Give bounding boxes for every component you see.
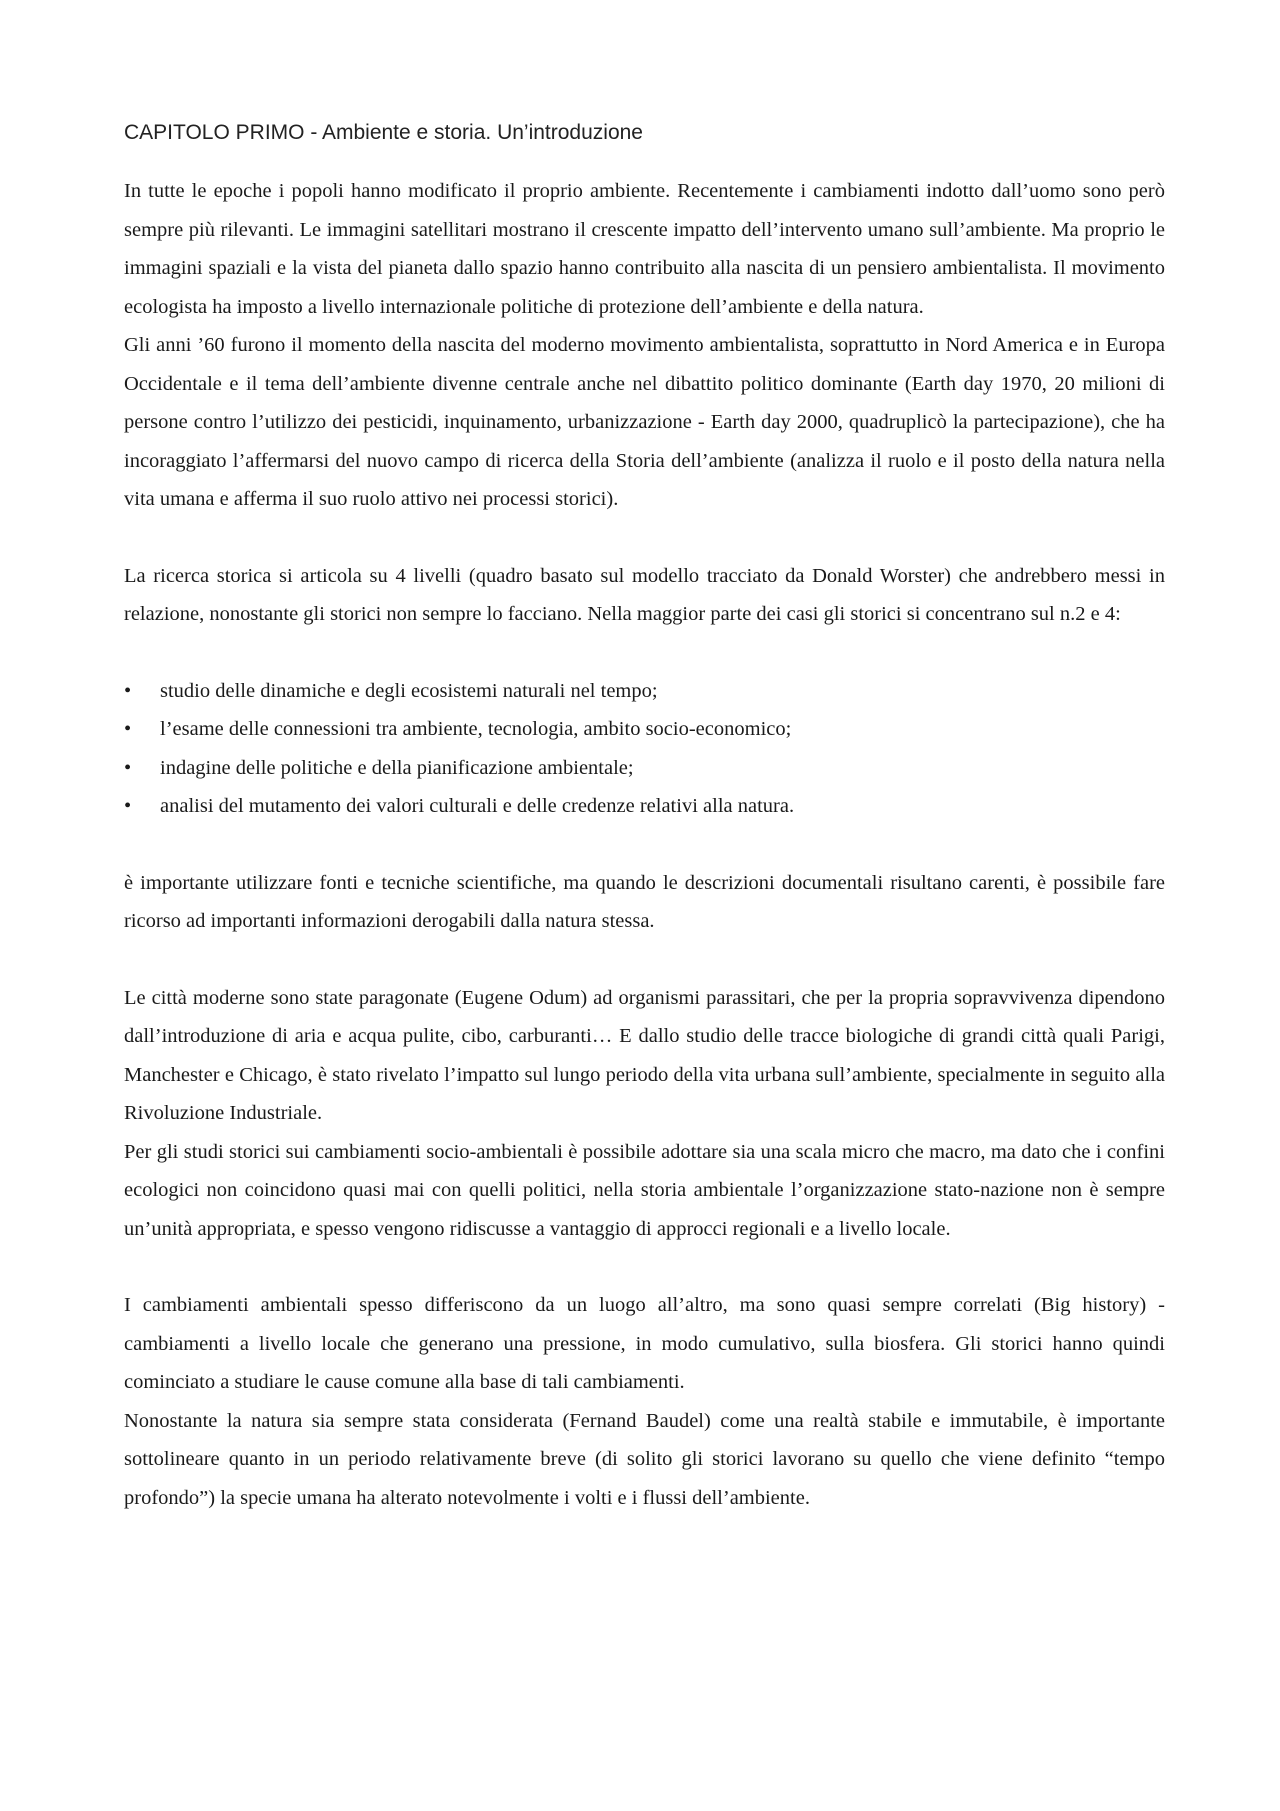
spacer xyxy=(124,519,1165,557)
paragraph-deep-time: Nonostante la natura sia sempre stata considerata (Fernand Baudel) come una realtà stabile e immutabile, è importante sottolineare quanto in un periodo relativamente breve (di solito gli storici lavorano su quello che viene definito “tempo profondo”) la specie umana ha alterato notevolmente i volti e i flussi dell’ambiente. xyxy=(124,1409,1165,1509)
paragraph-scale: Per gli studi storici sui cambiamenti socio-ambientali è possibile adottare sia una scala micro che macro, ma dato che i confini ecologici non coincidono quasi mai con quelli politici, nella storia ambientale l’organizzazione stato-nazione non è sempre un’unità appropriata, e spesso vengono ridiscusse a vantaggio di approcci regionali e a livello locale. xyxy=(124,1140,1165,1240)
chapter-title: CAPITOLO PRIMO - Ambiente e storia. Un’introduzione xyxy=(124,121,643,144)
list-item xyxy=(124,749,1165,788)
paragraph-sources: è importante utilizzare fonti e tecniche scientifiche, ma quando le descrizioni documentali risultano carenti, è possibile fare ricorso ad importanti informazioni derogabili dalla natura stessa. xyxy=(124,871,1165,932)
paragraph-big-history: I cambiamenti ambientali spesso differiscono da un luogo all’altro, ma sono quasi sempre correlati (Big history) - cambiamenti a livello locale che generano una pressione, in modo cumulativo, sulla biosfera. Gli storici hanno quindi cominciato a studiare le cause comune alla base di tali cambiamenti. xyxy=(124,1294,1165,1393)
bullet-icon: • xyxy=(124,756,132,779)
levels-list xyxy=(124,672,1165,826)
spacer xyxy=(124,1248,1165,1286)
list-item-text: analisi del mutamento dei valori culturali e delle credenze relativi alla natura. xyxy=(160,795,795,817)
paragraph-intro: In tutte le epoche i popoli hanno modificato il proprio ambiente. Recentemente i cambiamenti indotto dall’uomo sono però sempre più rilevanti. Le immagini satellitari mostrano il crescente impatto dell’intervento umano sull’ambiente. Ma proprio le immagini spaziali e la vista del pianeta dallo spazio hanno contribuito alla nascita di un pensiero ambientalista. Il movimento ecologista ha imposto a livello internazionale politiche di protezione dell’ambiente e della natura. xyxy=(124,180,1165,318)
list-item xyxy=(124,710,1165,749)
bullet-icon: • xyxy=(124,718,132,740)
spacer xyxy=(124,826,1165,864)
list-item-text: indagine delle politiche e della pianificazione ambientale; xyxy=(160,756,634,779)
bullet-icon: • xyxy=(124,679,132,702)
list-item-text: l’esame delle connessioni tra ambiente, tecnologia, ambito socio-economico; xyxy=(160,718,792,740)
spacer xyxy=(124,941,1165,979)
list-item xyxy=(124,787,1165,826)
list-item-text: studio delle dinamiche e degli ecosistemi naturali nel tempo; xyxy=(160,679,658,702)
spacer xyxy=(124,634,1165,672)
paragraph-cities: Le città moderne sono state paragonate (Eugene Odum) ad organismi parassitari, che per la propria sopravvivenza dipendono dall’introduzione di aria e acqua pulite, cibo, carburanti… E dallo studio delle tracce biologiche di grandi città quali Parigi, Manchester e Chicago, è stato rivelato l’impatto sul lungo periodo della vita urbana sull’ambiente, specialmente in seguito alla Rivoluzione Industriale. xyxy=(124,986,1165,1124)
bullet-icon: • xyxy=(124,795,132,817)
paragraph-sixties: Gli anni ’60 furono il momento della nascita del moderno movimento ambientalista, soprattutto in Nord America e in Europa Occidentale e il tema dell’ambiente divenne centrale anche nel dibattito politico dominante (Earth day 1970, 20 milioni di persone contro l’utilizzo dei pesticidi, inquinamento, urbanizzazione - Earth day 2000, quadruplicò la partecipazione), che ha incoraggiato l’affermarsi del nuovo campo di ricerca della Storia dell’ambiente (analizza il ruolo e il posto della natura nella vita umana e afferma il suo ruolo attivo nei processi storici). xyxy=(124,334,1165,510)
list-item xyxy=(124,672,1165,711)
paragraph-levels: La ricerca storica si articola su 4 livelli (quadro basato sul modello tracciato da Donald Worster) che andrebbero messi in relazione, nonostante gli storici non sempre lo facciano. Nella maggior parte dei casi gli storici si concentrano sul n.2 e 4: xyxy=(124,564,1165,625)
